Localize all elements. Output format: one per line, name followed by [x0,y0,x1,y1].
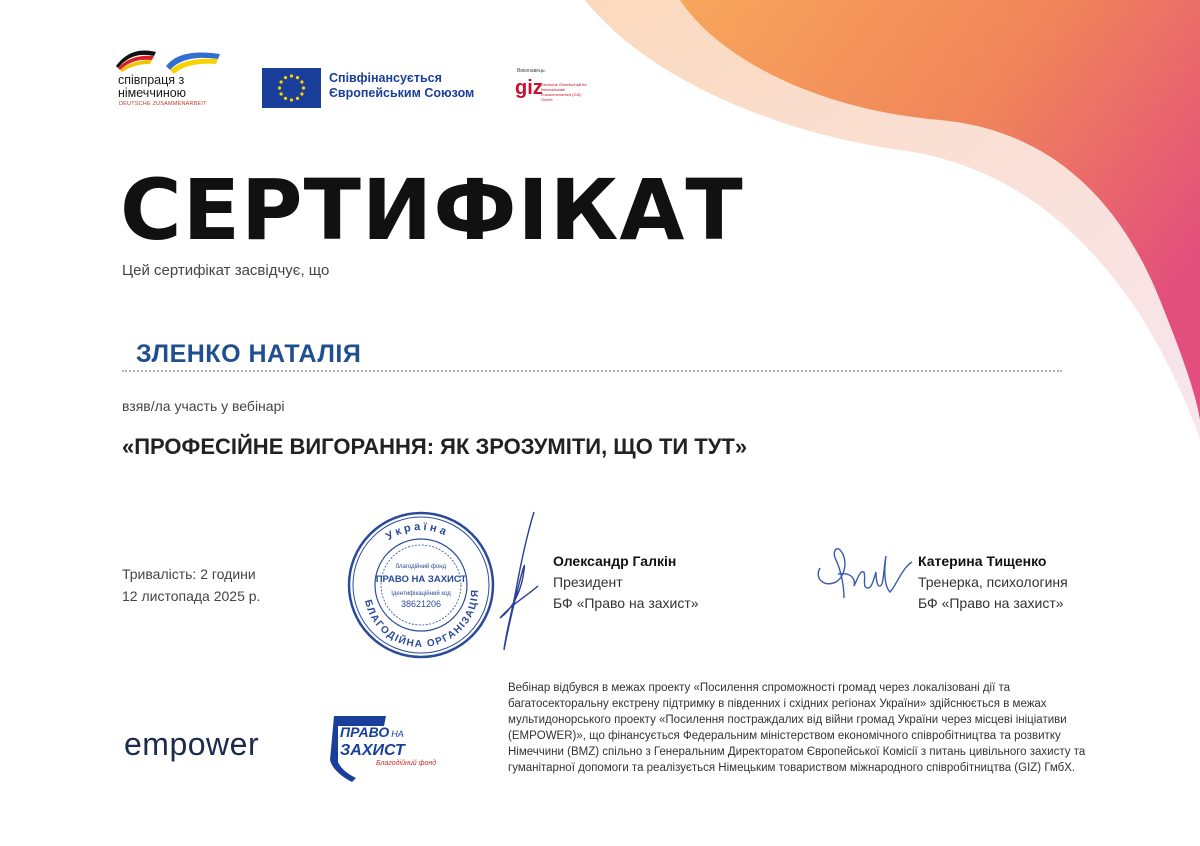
recipient-name: ЗЛЕНКО НАТАЛІЯ [136,340,362,368]
svg-text:38621206: 38621206 [400,599,442,609]
date-text: 12 листопада 2025 р. [122,588,261,604]
participation-text: взяв/ла участь у вебінарі [122,398,285,414]
signer-tyshchenko [918,551,1068,614]
svg-text:благодійний фонд: благодійний фонд [395,564,447,570]
signer-galkin [553,551,699,614]
pravo-na-zakhyst-logo: ПРАВО НА ЗАХИСТ Благодійний фонд [326,712,446,784]
signer-org: БФ «Право на захист» [553,595,699,611]
germany-logo-tagline: DEUTSCHE ZUSAMMENARBEIT [119,101,207,107]
webinar-title: «ПРОФЕСІЙНЕ ВИГОРАННЯ: ЯК ЗРОЗУМІТИ, ЩО ТИ ТУТ» [122,434,748,459]
signer-name: Олександр Галкін [553,553,677,569]
duration-block [122,563,260,607]
certificate-subtitle: Цей сертифікат засвідчує, що [122,262,330,279]
svg-text:ПРАВО НА ЗАХИСТ: ПРАВО НА ЗАХИСТ [375,574,467,585]
signer-org: БФ «Право на захист» [918,595,1064,611]
svg-text:БЛАГОДІЙНА ОРГАНІЗАЦІЯ: БЛАГОДІЙНА ОРГАНІЗАЦІЯ [361,588,482,651]
eu-logo-text: Співфінансується Європейським Союзом [329,71,475,100]
certificate-title: СЕРТИФІКАТ [120,161,744,259]
signer-role: Тренерка, психологиня [918,574,1068,590]
signer-name: Катерина Тищенко [918,553,1047,569]
project-footer-text: Вебінар відбувся в межах проекту «Посилення спроможності громад через локалізовані дії та багатосекторальну екстрену підтримку в південних і східних регіонах України» здійснюється в межах мультидонорського проекту «Посилення постраждалих від війни громад України через місцеві ініціативи (EMPOWER)», що фінансується Федеральним міністерством економічного співробітництва та розвитку Німеччини (BMZ) спільно з Генеральним Директоратом Європейської Комісії з питань цивільного захисту та гуманітарної допомоги та реалізується Німецьким товариством міжнародного співробітництва (GIZ) ГмбХ. [508,682,1086,774]
flag-swoosh-icon [114,44,224,76]
germany-cooperation-logo [114,44,234,116]
organization-stamp [346,510,496,660]
signature-tyshchenko [810,538,915,608]
empower-logo: empower [124,726,260,762]
giz-logo: Виконавець: giz Deutsche Gesellschaft für Internationale Zusammenarbeit (GIZ) GmbH [515,68,587,102]
germany-logo-text: співпраця з німеччиною [118,73,187,100]
name-underline [122,370,1062,372]
eu-flag-icon [262,68,321,108]
duration-text: Тривалість: 2 години [122,566,256,582]
signature-galkin [494,508,544,658]
svg-text:Україна: Україна [383,520,451,543]
signer-role: Президент [553,574,623,590]
svg-text:Ідентифікаційний код: Ідентифікаційний код [391,591,451,597]
